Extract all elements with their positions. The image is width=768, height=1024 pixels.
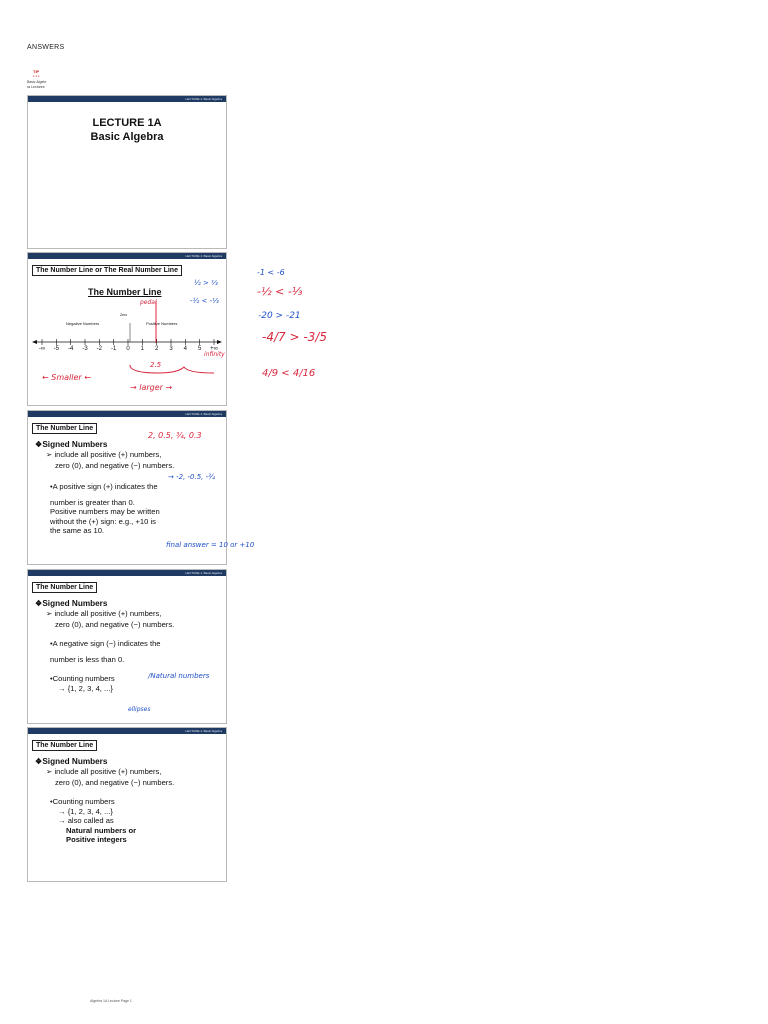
para-line-5: the same as 10.	[50, 526, 105, 535]
hand-pedal: pedal	[140, 299, 157, 306]
para-line-5: Positive integers	[66, 835, 127, 844]
para-line-4: without the (+) sign: e.g., +10 is	[50, 516, 156, 526]
para-line-4: Natural numbers or	[66, 825, 137, 835]
slide-main-title	[28, 116, 226, 144]
title-line-1: LECTURE 1A	[92, 117, 162, 129]
slide-counting-numbers	[27, 727, 227, 882]
slide-signed-positive	[27, 410, 255, 565]
slide-bar: LECTURE 1: Basic Algebra	[28, 728, 226, 734]
tick-label: 2	[154, 346, 159, 352]
para-line-4: → {1, 2, 3, 4, ...}	[58, 683, 113, 693]
title-line-2: Basic Algebra	[90, 131, 164, 143]
side-note-3: -20 > -21	[258, 311, 301, 321]
sub-line-1: ➢ include all positive (+) numbers,	[46, 609, 162, 618]
tick-label: -3	[82, 346, 88, 352]
sub-line-1: ➢ include all positive (+) numbers,	[46, 767, 162, 776]
hand-2-5: 2.5	[150, 361, 162, 369]
hand-brace-svg	[28, 253, 226, 405]
tiny-meta-line: Basic Algebr	[27, 80, 47, 84]
side-note-1: -1 < -6	[257, 268, 285, 277]
slide-box-title: The Number Line or The Real Number Line	[32, 265, 182, 276]
tiny-meta	[27, 80, 46, 90]
sub-line-2: zero (0), and negative (−) numbers.	[55, 460, 175, 470]
slide-signed-negative	[27, 569, 227, 724]
para-line-2: number is greater than 0.	[50, 497, 135, 507]
tick-label: +∞	[210, 346, 218, 352]
bullet-signed-numbers: ❖Signed Numbers	[35, 757, 108, 766]
para-line-3: → also called as	[58, 816, 114, 825]
tiny-red-subtag: 1.1.1	[33, 74, 40, 78]
tick-label: -5	[53, 346, 59, 352]
slide-bar: LECTURE 1: Basic Algebra	[28, 253, 226, 259]
bullet-signed-numbers: ❖Signed Numbers	[35, 440, 108, 449]
sub-line-1: ➢ include all positive (+) numbers,	[46, 450, 162, 459]
hand-ellipses: ellipses	[128, 706, 151, 713]
side-note-5: 4/9 < 4/16	[262, 368, 316, 379]
number-line-heading: The Number Line	[88, 287, 162, 297]
slide-title	[27, 95, 227, 249]
sub-line-2: zero (0), and negative (−) numbers.	[55, 777, 175, 787]
slide-box-title: The Number Line	[32, 740, 97, 751]
hand-negative-examples: → -2, -0.5, -¾	[168, 473, 215, 481]
tick-label: 1	[140, 346, 144, 352]
tick-label: -2	[96, 346, 102, 352]
tick-label: 3	[169, 346, 173, 352]
hand-larger: → larger →	[130, 383, 173, 392]
tick-label: -∞	[38, 346, 46, 352]
para-line-1: •Counting numbers	[50, 797, 115, 806]
hand-infinity: infinity	[204, 351, 225, 358]
zero-label: Zero	[120, 313, 128, 317]
tick-label: -1	[110, 346, 117, 352]
para-line-1: •A negative sign (−) indicates the	[50, 639, 161, 648]
slide-box-title: The Number Line	[32, 582, 97, 593]
sub-line-2: zero (0), and negative (−) numbers.	[55, 619, 175, 629]
hand-natural-numbers: /Natural numbers	[148, 672, 210, 680]
para-line-1: •A positive sign (+) indicates the	[50, 482, 158, 491]
para-line-3: •Counting numbers	[50, 674, 115, 683]
tiny-red-tag: TIP	[33, 69, 40, 74]
negative-label: Negative Numbers	[66, 321, 100, 326]
para-line-3: Positive numbers may be written	[50, 507, 160, 516]
hand-frac-compare-1: ½ > ⅓	[194, 279, 218, 287]
hand-final-answer: final answer = 10 or +10	[166, 541, 255, 549]
hand-positive-examples: 2, 0.5, ¾, 0.3	[148, 431, 202, 440]
para-line-2: number is less than 0.	[50, 654, 125, 664]
slide-bar: LECTURE 1: Basic Algebra	[28, 570, 226, 576]
para-line-2: → {1, 2, 3, 4, ...}	[58, 806, 113, 816]
tiny-meta-line: ra Lectures	[27, 85, 45, 89]
page-footer: Algebra 1A Lecture Page 1	[90, 999, 132, 1003]
slide-box-title: The Number Line	[32, 423, 97, 434]
page-header-label: ANSWERS	[27, 44, 65, 51]
side-note-4: -4/7 > -3/5	[262, 330, 327, 344]
tick-label: -4	[67, 346, 74, 352]
positive-label: Positive Numbers	[146, 321, 178, 326]
slide-bar: LECTURE 1: Basic Algebra	[28, 96, 226, 102]
hand-frac-compare-2: -½ < -⅓	[190, 297, 219, 305]
tick-label: 5	[197, 346, 202, 352]
slide-number-line	[27, 252, 227, 406]
tick-label: 4	[183, 346, 187, 352]
slide-bar: LECTURE 1: Basic Algebra	[28, 411, 226, 417]
tick-label: 0	[126, 346, 130, 352]
bullet-signed-numbers: ❖Signed Numbers	[35, 599, 108, 608]
hand-smaller: ← Smaller ←	[42, 373, 91, 382]
side-note-2: -½ < -⅓	[257, 285, 303, 298]
